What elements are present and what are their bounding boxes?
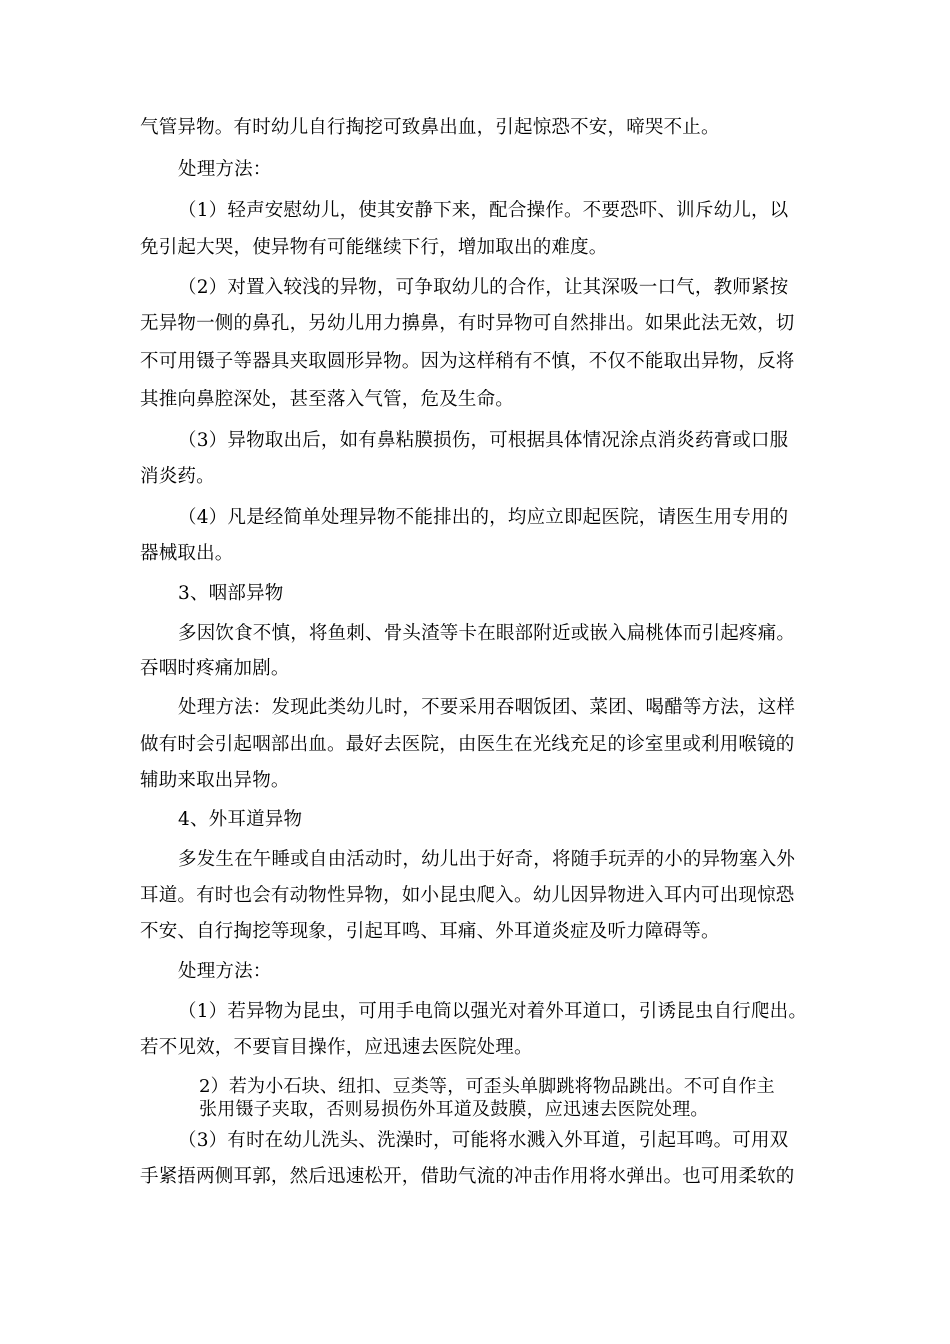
text-line: 张用镊子夹取，否则易损伤外耳道及鼓膜，应迅速去医院处理。 bbox=[199, 1099, 709, 1120]
text-line: 无异物一侧的鼻孔，另幼儿用力擤鼻，有时异物可自然排出。如果此法无效，切 bbox=[140, 313, 795, 334]
text-line: 不可用镊子等器具夹取圆形异物。因为这样稍有不慎，不仅不能取出异物，反将 bbox=[140, 351, 795, 372]
text-line: 气管异物。有时幼儿自行掏挖可致鼻出血，引起惊恐不安，啼哭不止。 bbox=[140, 117, 720, 138]
section-heading: 4、外耳道异物 bbox=[178, 809, 303, 830]
text-line: 处理方法：发现此类幼儿时，不要采用吞咽饭团、菜团、喝醋等方法，这样 bbox=[178, 697, 796, 718]
text-line: （3）异物取出后，如有鼻粘膜损伤，可根据具体情况涂点消炎药膏或口服 bbox=[178, 430, 789, 451]
text-line: （4）凡是经简单处理异物不能排出的，均应立即起医院，请医生用专用的 bbox=[178, 507, 789, 528]
text-line: 耳道。有时也会有动物性异物，如小昆虫爬入。幼儿因异物进入耳内可出现惊恐 bbox=[140, 885, 795, 906]
section-label: 处理方法： bbox=[178, 961, 272, 982]
text-line: 做有时会引起咽部出血。最好去医院，由医生在光线充足的诊室里或利用喉镜的 bbox=[140, 734, 795, 755]
text-line: 2）若为小石块、纽扣、豆类等，可歪头单脚跳将物品跳出。不可自作主 bbox=[199, 1076, 775, 1097]
section-heading: 3、咽部异物 bbox=[178, 583, 284, 604]
section-label: 处理方法： bbox=[178, 159, 272, 180]
text-line: 其推向鼻腔深处，甚至落入气管，危及生命。 bbox=[140, 389, 515, 410]
text-line: （1）轻声安慰幼儿，使其安静下来，配合操作。不要恐吓、训斥幼儿，以 bbox=[178, 200, 789, 221]
text-line: 多发生在午睡或自由活动时，幼儿出于好奇，将随手玩弄的小的异物塞入外 bbox=[178, 849, 796, 870]
text-line: 器械取出。 bbox=[140, 543, 234, 564]
text-line: 吞咽时疼痛加剧。 bbox=[140, 658, 290, 679]
text-line: 不安、自行掏挖等现象，引起耳鸣、耳痛、外耳道炎症及听力障碍等。 bbox=[140, 921, 720, 942]
text-line: 手紧捂两侧耳郭，然后迅速松开，借助气流的冲击作用将水弹出。也可用柔软的 bbox=[140, 1166, 795, 1187]
text-line: （1）若异物为昆虫，可用手电筒以强光对着外耳道口，引诱昆虫自行爬出。 bbox=[178, 1001, 808, 1022]
text-line: （2）对置入较浅的异物，可争取幼儿的合作，让其深吸一口气，教师紧按 bbox=[178, 277, 789, 298]
text-line: 消炎药。 bbox=[140, 466, 215, 487]
text-line: 免引起大哭，使异物有可能继续下行，增加取出的难度。 bbox=[140, 237, 608, 258]
text-line: 多因饮食不慎，将鱼刺、骨头渣等卡在眼部附近或嵌入扁桃体而引起疼痛。 bbox=[178, 623, 796, 644]
text-line: 辅助来取出异物。 bbox=[140, 770, 290, 791]
text-line: 若不见效，不要盲目操作，应迅速去医院处理。 bbox=[140, 1037, 533, 1058]
text-line: （3）有时在幼儿洗头、洗澡时，可能将水溅入外耳道，引起耳鸣。可用双 bbox=[178, 1130, 789, 1151]
